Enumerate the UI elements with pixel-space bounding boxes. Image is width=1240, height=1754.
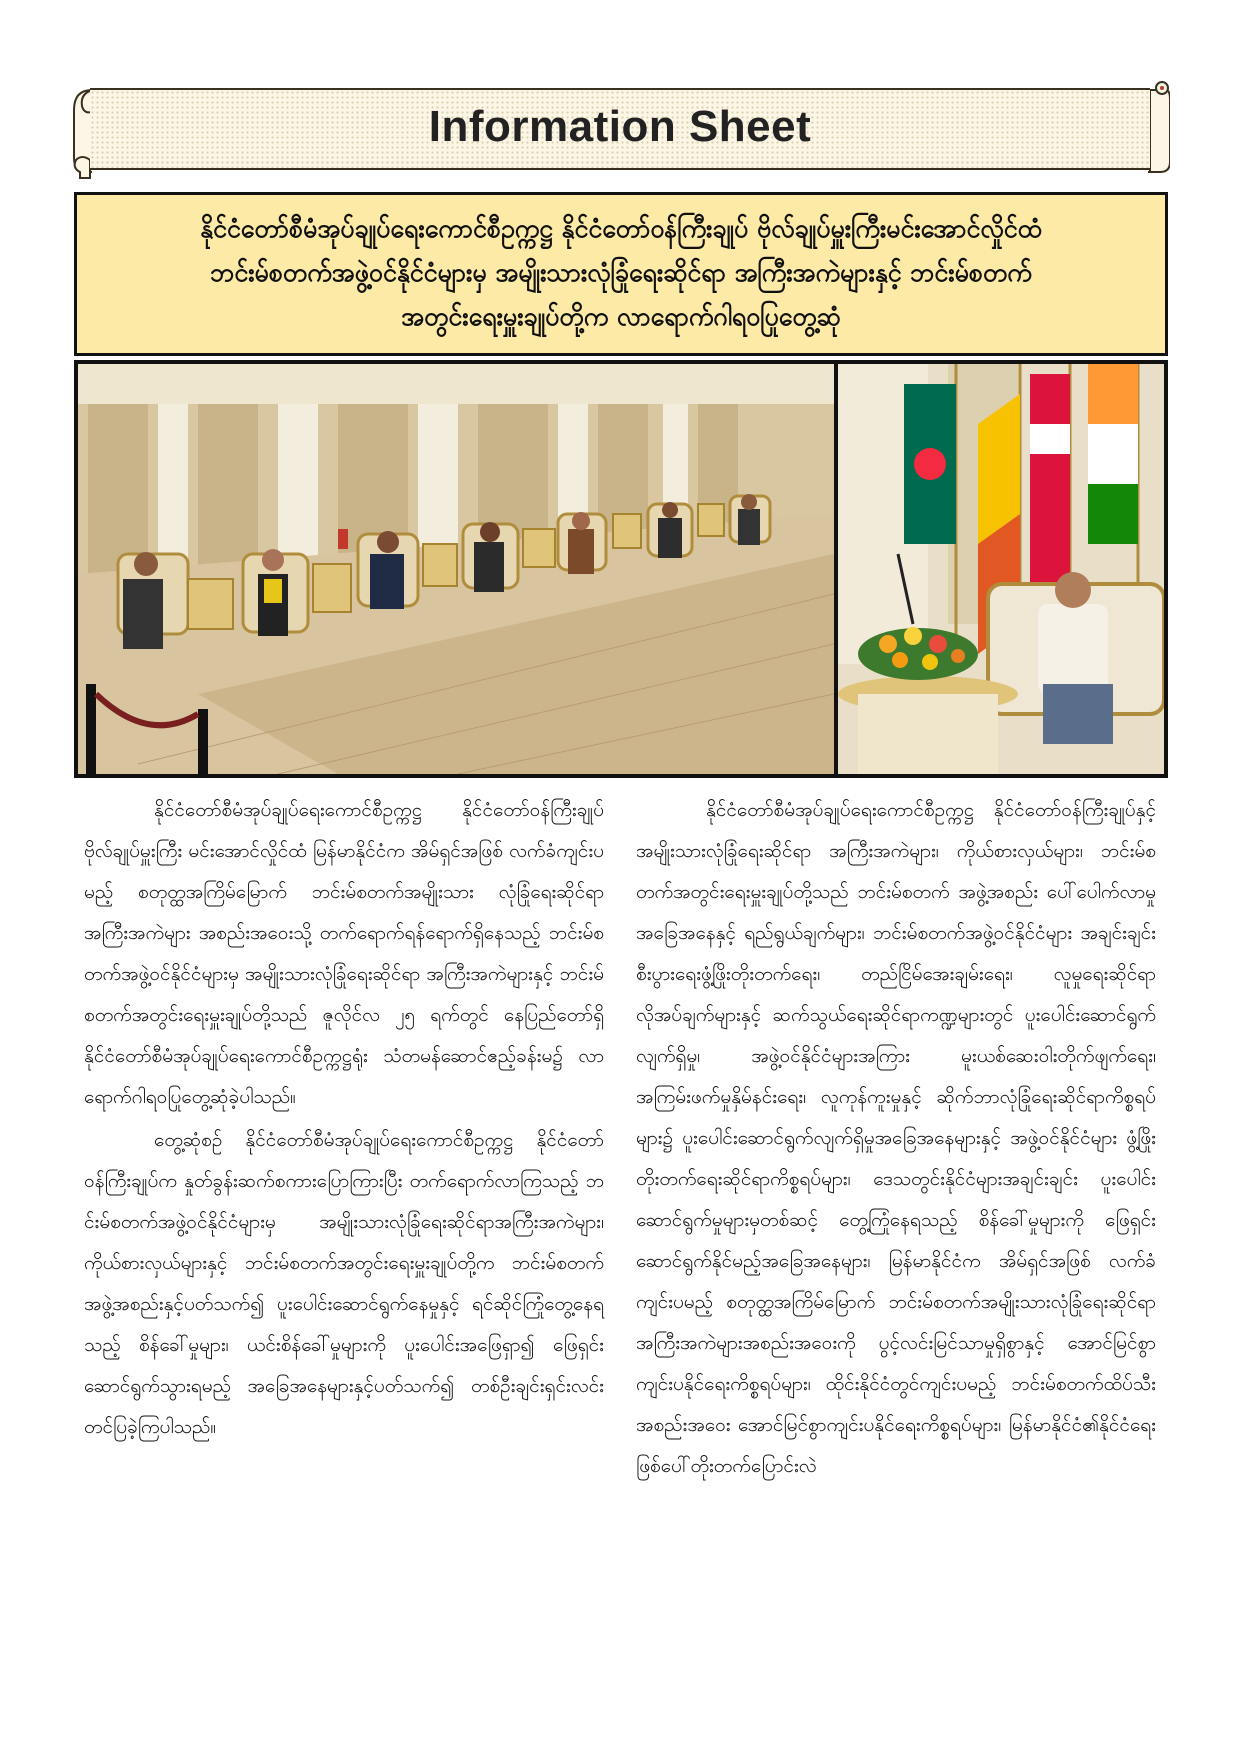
headline-line-3: အတွင်းရေးမှူးချုပ်တို့က လာရောက်ဂါရဝပြုတွေ့ဆုံ xyxy=(401,302,841,331)
body-paragraph: တွေ့ဆုံစဉ် နိုင်ငံတော်စီမံအုပ်ချုပ်ရေးကောင်စီဥက္ကဋ္ဌ နိုင်ငံတော်ဝန်ကြီးချုပ်က နှုတ်ခွန်းဆက်စကားပြောကြားပြီး တက်ရောက်လာကြသည့် ဘင်းမ်စတက်အဖွဲ့ဝင်နိုင်ငံများမှ အမျိုးသားလုံခြုံရေးဆိုင်ရာအကြီးအကဲများ၊ ကိုယ်စားလှယ်များနှင့် ဘင်းမ်စတက်အတွင်းရေးမှူးချုပ်တို့က ဘင်းမ်စတက်အဖွဲ့အစည်းနှင့်ပတ်သက်၍ ပူးပေါင်းဆောင်ရွက်နေမှုနှင့် ရင်ဆိုင်ကြုံတွေ့နေရသည့် စိန်ခေါ်မှုများ၊ ယင်းစိန်ခေါ်မှုများကို ပူးပေါင်းအဖြေရှာ၍ ဖြေရှင်းဆောင်ရွက်သွားရမည့် အခြေအနေများနှင့်ပတ်သက်၍ တစ်ဦးချင်းရှင်းလင်းတင်ပြခဲ့ကြပါသည်။ xyxy=(84,1129,604,1438)
headline-line-2: ဘင်းမ်စတက်အဖွဲ့ဝင်နိုင်ငံများမှ အမျိုးသားလုံခြုံရေးဆိုင်ရာ အကြီးအကဲများနှင့် ဘင်းမ်စတက် xyxy=(210,258,1032,287)
body-column-right xyxy=(636,790,1156,1489)
body-paragraph: နိုင်ငံတော်စီမံအုပ်ချုပ်ရေးကောင်စီဥက္ကဋ္ဌ နိုင်ငံတော်ဝန်ကြီးချုပ် ဗိုလ်ချုပ်မှူးကြီး မင်းအောင်လှိုင်ထံ မြန်မာနိုင်ငံက အိမ်ရှင်အဖြစ် လက်ခံကျင်းပမည့် စတုတ္ထအကြိမ်မြောက် ဘင်းမ်စတက်အမျိုးသား လုံခြုံရေးဆိုင်ရာအကြီးအကဲများ အစည်းအဝေးသို့ တက်ရောက်ရန်ရောက်ရှိနေသည့် ဘင်းမ်စတက်အဖွဲ့ဝင်နိုင်ငံများမှ အမျိုးသားလုံခြုံရေးဆိုင်ရာ အကြီးအကဲများနှင့် ဘင်းမ်စတက်အတွင်းရေးမှူးချုပ်တို့သည် ဇူလိုင်လ ၂၅ ရက်တွင် နေပြည်တော်ရှိ နိုင်ငံတော်စီမံအုပ်ချုပ်ရေးကောင်စီဥက္ကဋ္ဌရုံး သံတမန်ဆောင်ဧည့်ခန်းမ၌ လာရောက်ဂါရဝပြုတွေ့ဆုံခဲ့ပါသည်။ xyxy=(84,799,604,1108)
banner-title: Information Sheet xyxy=(428,102,812,151)
senior-general-illustration xyxy=(838,364,1164,774)
body-paragraph: နိုင်ငံတော်စီမံအုပ်ချုပ်ရေးကောင်စီဥက္ကဋ္ဌ နိုင်ငံတော်ဝန်ကြီးချုပ်နှင့် အမျိုးသားလုံခြုံရေးဆိုင်ရာ အကြီးအကဲများ၊ ကိုယ်စားလှယ်များ၊ ဘင်းမ်စတက်အတွင်းရေးမှူးချုပ်တို့သည် ဘင်းမ်စတက် အဖွဲ့အစည်း ပေါ်ပေါက်လာမှုအခြေအနေနှင့် ရည်ရွယ်ချက်များ၊ ဘင်းမ်စတက်အဖွဲ့ဝင်နိုင်ငံများ အချင်းချင်း စီးပွားရေးဖွံ့ဖြိုးတိုးတက်ရေး၊ တည်ငြိမ်အေးချမ်းရေး၊ လူမှုရေးဆိုင်ရာလိုအပ်ချက်များနှင့် ဆက်သွယ်ရေးဆိုင်ရာကဏ္ဍများတွင် ပူးပေါင်းဆောင်ရွက်လျက်ရှိမှု၊ အဖွဲ့ဝင်နိုင်ငံများအကြား မူးယစ်ဆေးဝါးတိုက်ဖျက်ရေး၊ အကြမ်းဖက်မှုနှိမ်နင်းရေး၊ လူကုန်ကူးမှုနှင့် ဆိုက်ဘာလုံခြုံရေးဆိုင်ရာကိစ္စရပ်များ၌ ပူးပေါင်းဆောင်ရွက်လျက်ရှိမှုအခြေအနေများနှင့် အဖွဲ့ဝင်နိုင်ငံများ ဖွံ့ဖြိုးတိုးတက်ရေးဆိုင်ရာကိစ္စရပ်များ၊ ဒေသတွင်းနိုင်ငံများအချင်းချင်း ပူးပေါင်းဆောင်ရွက်မှုများမှတစ်ဆင့် တွေ့ကြုံနေရသည့် စိန်ခေါ်မှုများကို ဖြေရှင်းဆောင်ရွက်နိုင်မည့်အခြေအနေများ၊ မြန်မာနိုင်ငံက အိမ်ရှင်အဖြစ် လက်ခံကျင်းပမည့် စတုတ္ထအကြိမ်မြောက် ဘင်းမ်စတက်အမျိုးသားလုံခြုံရေးဆိုင်ရာ အကြီးအကဲများအစည်းအဝေးကို ပွင့်လင်းမြင်သာမှုရှိစွာနှင့် အောင်မြင်စွာကျင်းပနိုင်ရေးကိစ္စရပ်များ၊ ထိုင်းနိုင်ငံတွင်ကျင်းပမည့် ဘင်းမ်စတက်ထိပ်သီးအစည်းအဝေး အောင်မြင်စွာကျင်းပနိုင်ရေးကိစ္စရပ်များ၊ မြန်မာနိုင်ငံ၏နိုင်ငံရေးဖြစ်ပေါ်တိုးတက်ပြောင်းလဲ xyxy=(636,799,1156,1477)
body-column-left xyxy=(84,790,604,1450)
photo-senior-general xyxy=(838,364,1164,774)
headline-line-1: နိုင်ငံတော်စီမံအုပ်ချုပ်ရေးကောင်စီဥက္ကဋ္ဌ နိုင်ငံတော်ဝန်ကြီးချုပ် ဗိုလ်ချုပ်မှူးကြီးမင်းအောင်လှိုင်ထံ xyxy=(200,214,1042,243)
information-sheet-banner xyxy=(70,80,1170,180)
photo-meeting-room xyxy=(78,364,834,774)
headline-box xyxy=(74,192,1168,356)
photo-frame xyxy=(74,360,1168,778)
meeting-room-illustration xyxy=(78,364,834,774)
